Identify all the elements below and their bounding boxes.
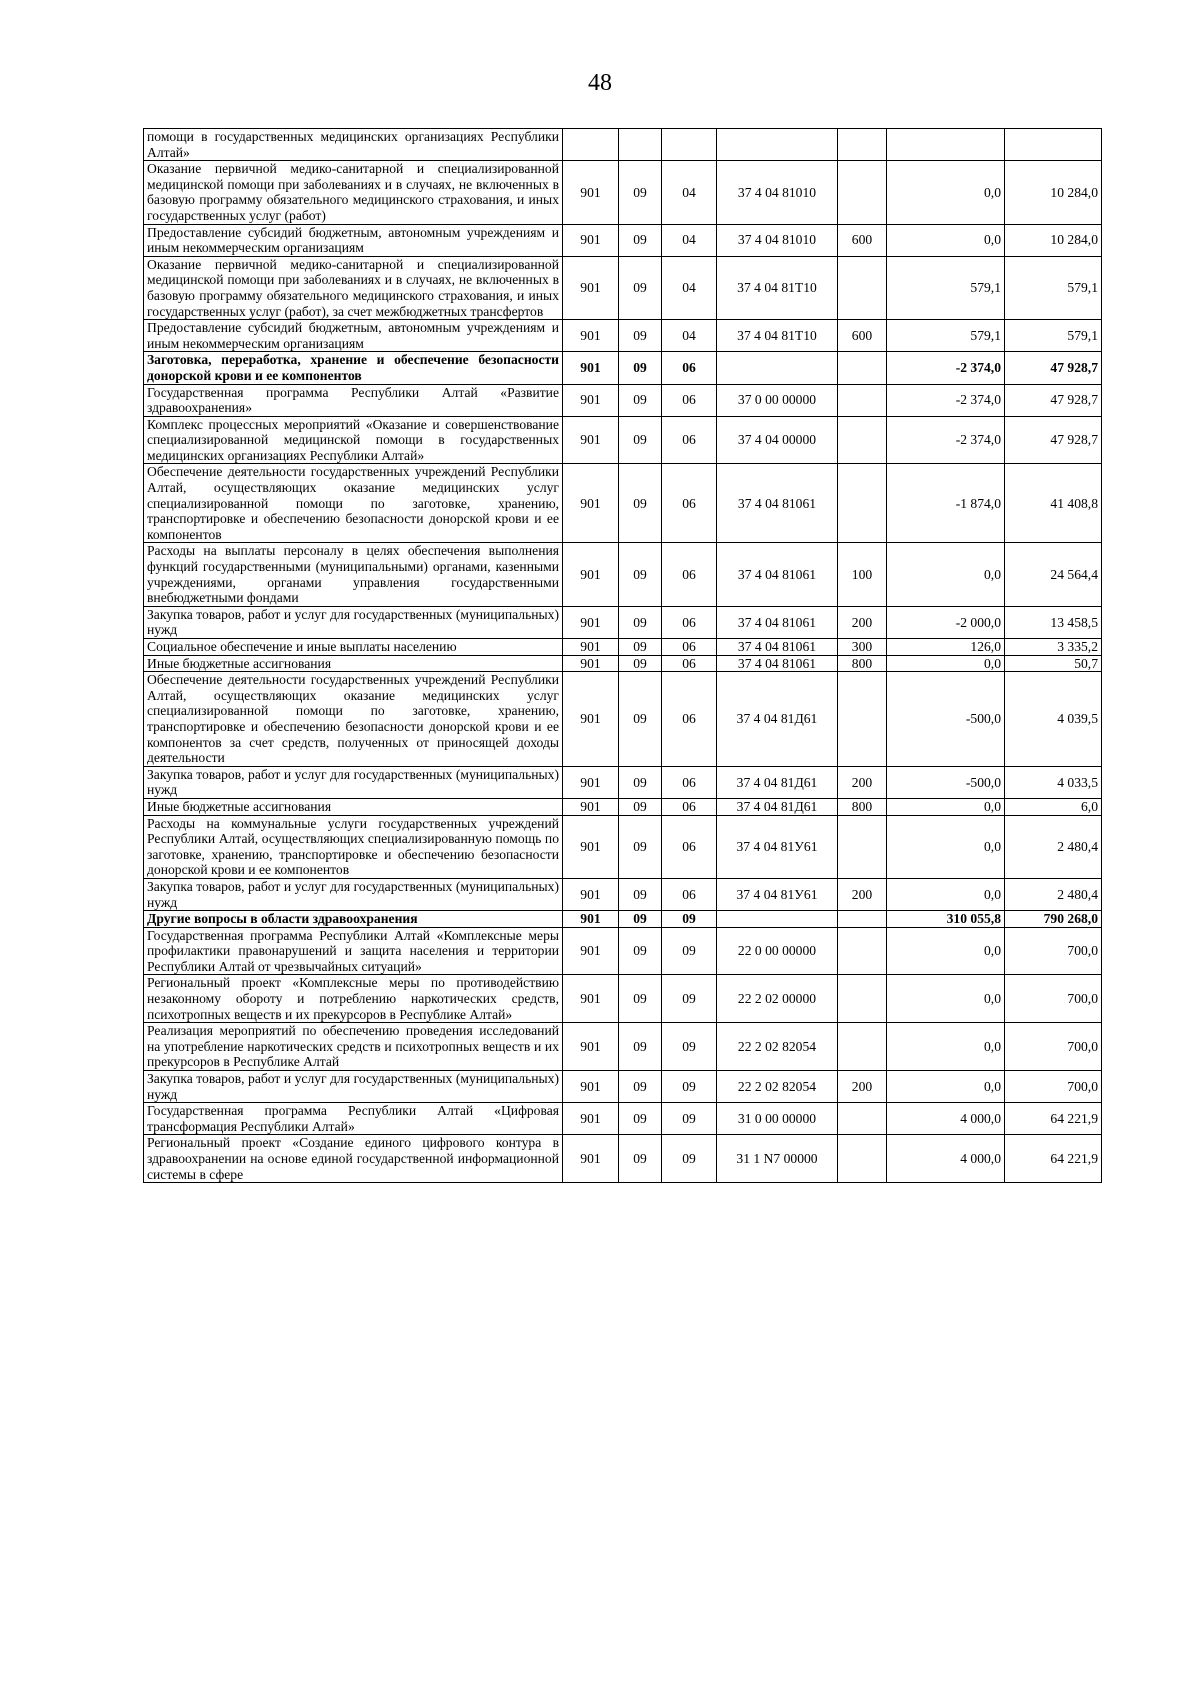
cell-expense-type	[838, 384, 887, 416]
cell-name: Комплекс процессных мероприятий «Оказание и совершенствование специализированной медицинской помощи в государственных медицинских организациях Республики Алтай»	[144, 416, 563, 464]
cell-amount-total: 579,1	[1005, 256, 1102, 319]
cell-subsection: 04	[662, 161, 717, 224]
cell-amount-total: 13 458,5	[1005, 606, 1102, 638]
cell-section: 09	[619, 798, 662, 815]
table-row	[144, 129, 1102, 161]
cell-target-article: 37 4 04 81010	[717, 161, 838, 224]
cell-subsection: 06	[662, 416, 717, 464]
table-row	[144, 1071, 1102, 1103]
cell-grbs: 901	[563, 815, 619, 878]
cell-target-article: 37 4 04 81010	[717, 224, 838, 256]
cell-section: 09	[619, 927, 662, 975]
cell-name: Закупка товаров, работ и услуг для государственных (муниципальных) нужд	[144, 766, 563, 798]
cell-amount-total: 6,0	[1005, 798, 1102, 815]
cell-target-article	[717, 911, 838, 928]
cell-section: 09	[619, 1071, 662, 1103]
cell-grbs: 901	[563, 1135, 619, 1183]
table-row	[144, 320, 1102, 352]
cell-section: 09	[619, 256, 662, 319]
cell-grbs: 901	[563, 320, 619, 352]
cell-expense-type	[838, 416, 887, 464]
cell-target-article: 22 2 02 00000	[717, 975, 838, 1023]
cell-target-article	[717, 129, 838, 161]
cell-name: Социальное обеспечение и иные выплаты населению	[144, 639, 563, 656]
cell-section: 09	[619, 766, 662, 798]
cell-grbs: 901	[563, 927, 619, 975]
cell-name: Региональный проект «Комплексные меры по противодействию незаконному обороту и потреблению наркотических средств, психотропных веществ и их прекурсоров в Республике Алтай»	[144, 975, 563, 1023]
cell-amount-total: 579,1	[1005, 320, 1102, 352]
cell-grbs: 901	[563, 766, 619, 798]
cell-name: Заготовка, переработка, хранение и обеспечение безопасности донорской крови и ее компонентов	[144, 352, 563, 384]
cell-name: Иные бюджетные ассигнования	[144, 655, 563, 672]
cell-expense-type: 800	[838, 655, 887, 672]
cell-expense-type: 600	[838, 224, 887, 256]
cell-amount-change: -500,0	[887, 672, 1005, 767]
cell-amount-total: 700,0	[1005, 1023, 1102, 1071]
cell-grbs: 901	[563, 1103, 619, 1135]
cell-name: Расходы на выплаты персоналу в целях обеспечения выполнения функций государственными (муниципальными) органами, казенными учреждениями, органами управления государственными внебюджетными фондами	[144, 543, 563, 606]
cell-amount-total: 24 564,4	[1005, 543, 1102, 606]
cell-target-article: 37 4 04 81061	[717, 655, 838, 672]
cell-target-article: 22 2 02 82054	[717, 1023, 838, 1071]
cell-expense-type	[838, 352, 887, 384]
cell-section: 09	[619, 672, 662, 767]
cell-target-article: 37 0 00 00000	[717, 384, 838, 416]
cell-amount-change: 0,0	[887, 975, 1005, 1023]
table-row	[144, 606, 1102, 638]
table-row	[144, 672, 1102, 767]
cell-expense-type: 200	[838, 1071, 887, 1103]
cell-grbs: 901	[563, 1023, 619, 1071]
table-row	[144, 798, 1102, 815]
cell-grbs: 901	[563, 256, 619, 319]
cell-section: 09	[619, 352, 662, 384]
cell-amount-total: 2 480,4	[1005, 815, 1102, 878]
cell-expense-type: 200	[838, 878, 887, 910]
cell-grbs: 901	[563, 384, 619, 416]
cell-subsection: 06	[662, 464, 717, 543]
cell-amount-total	[1005, 129, 1102, 161]
cell-amount-total: 47 928,7	[1005, 384, 1102, 416]
cell-subsection: 06	[662, 798, 717, 815]
cell-target-article: 22 2 02 82054	[717, 1071, 838, 1103]
cell-expense-type: 300	[838, 639, 887, 656]
cell-grbs: 901	[563, 606, 619, 638]
cell-section: 09	[619, 1103, 662, 1135]
cell-amount-change: 0,0	[887, 224, 1005, 256]
cell-expense-type	[838, 815, 887, 878]
cell-amount-total: 10 284,0	[1005, 224, 1102, 256]
table-row	[144, 975, 1102, 1023]
cell-section	[619, 129, 662, 161]
cell-name: Закупка товаров, работ и услуг для государственных (муниципальных) нужд	[144, 1071, 563, 1103]
cell-target-article: 37 4 04 81061	[717, 543, 838, 606]
cell-subsection	[662, 129, 717, 161]
cell-amount-change: 126,0	[887, 639, 1005, 656]
cell-grbs: 901	[563, 161, 619, 224]
cell-name: помощи в государственных медицинских организациях Республики Алтай»	[144, 129, 563, 161]
cell-amount-change: 4 000,0	[887, 1103, 1005, 1135]
cell-target-article: 37 4 04 81У61	[717, 878, 838, 910]
cell-amount-change: -500,0	[887, 766, 1005, 798]
cell-section: 09	[619, 543, 662, 606]
cell-grbs: 901	[563, 878, 619, 910]
cell-subsection: 06	[662, 766, 717, 798]
cell-name: Расходы на коммунальные услуги государственных учреждений Республики Алтай, осуществляющих специализированную помощь по заготовке, хранению, транспортировке и обеспечению безопасности донорской крови и ее компонентов	[144, 815, 563, 878]
cell-expense-type	[838, 672, 887, 767]
cell-expense-type	[838, 1023, 887, 1071]
cell-section: 09	[619, 639, 662, 656]
cell-section: 09	[619, 911, 662, 928]
table-row	[144, 1103, 1102, 1135]
cell-expense-type: 200	[838, 606, 887, 638]
cell-amount-total: 41 408,8	[1005, 464, 1102, 543]
table-row	[144, 1135, 1102, 1183]
cell-section: 09	[619, 464, 662, 543]
cell-target-article: 37 4 04 81У61	[717, 815, 838, 878]
cell-amount-change: -2 374,0	[887, 416, 1005, 464]
cell-target-article: 37 4 04 81Д61	[717, 798, 838, 815]
cell-amount-change: 0,0	[887, 161, 1005, 224]
cell-subsection: 09	[662, 1071, 717, 1103]
cell-name: Государственная программа Республики Алтай «Развитие здравоохранения»	[144, 384, 563, 416]
cell-expense-type: 100	[838, 543, 887, 606]
cell-amount-total: 700,0	[1005, 975, 1102, 1023]
cell-amount-total: 790 268,0	[1005, 911, 1102, 928]
table-row	[144, 1023, 1102, 1071]
table-row	[144, 464, 1102, 543]
cell-section: 09	[619, 161, 662, 224]
cell-subsection: 06	[662, 672, 717, 767]
cell-section: 09	[619, 416, 662, 464]
cell-expense-type	[838, 927, 887, 975]
cell-subsection: 06	[662, 655, 717, 672]
cell-expense-type	[838, 464, 887, 543]
cell-name: Реализация мероприятий по обеспечению проведения исследований на употребление наркотических средств и психотропных веществ и их прекурсоров в Республике Алтай	[144, 1023, 563, 1071]
table-row	[144, 352, 1102, 384]
cell-grbs: 901	[563, 655, 619, 672]
cell-subsection: 06	[662, 352, 717, 384]
cell-expense-type	[838, 129, 887, 161]
table-row	[144, 416, 1102, 464]
cell-name: Государственная программа Республики Алтай «Цифровая трансформация Республики Алтай»	[144, 1103, 563, 1135]
cell-target-article: 37 4 04 81Т10	[717, 320, 838, 352]
table-row	[144, 639, 1102, 656]
cell-amount-total: 50,7	[1005, 655, 1102, 672]
cell-amount-total: 4 039,5	[1005, 672, 1102, 767]
cell-amount-change: -2 000,0	[887, 606, 1005, 638]
cell-subsection: 09	[662, 1023, 717, 1071]
table-row	[144, 927, 1102, 975]
cell-section: 09	[619, 878, 662, 910]
table-row	[144, 384, 1102, 416]
cell-expense-type	[838, 911, 887, 928]
cell-grbs: 901	[563, 975, 619, 1023]
cell-subsection: 06	[662, 543, 717, 606]
cell-subsection: 09	[662, 911, 717, 928]
cell-grbs: 901	[563, 798, 619, 815]
cell-amount-change: 0,0	[887, 815, 1005, 878]
cell-name: Региональный проект «Создание единого цифрового контура в здравоохранении на основе единой государственной информационной системы в сфере	[144, 1135, 563, 1183]
cell-target-article: 22 0 00 00000	[717, 927, 838, 975]
cell-amount-total: 4 033,5	[1005, 766, 1102, 798]
cell-amount-total: 10 284,0	[1005, 161, 1102, 224]
budget-table	[143, 128, 1102, 1183]
cell-target-article: 37 4 04 81061	[717, 464, 838, 543]
cell-amount-change: -2 374,0	[887, 352, 1005, 384]
cell-section: 09	[619, 655, 662, 672]
cell-grbs	[563, 129, 619, 161]
cell-name: Закупка товаров, работ и услуг для государственных (муниципальных) нужд	[144, 878, 563, 910]
cell-expense-type	[838, 1103, 887, 1135]
cell-name: Государственная программа Республики Алтай «Комплексные меры профилактики правонарушений и защита населения и территории Республики Алтай от чрезвычайных ситуаций»	[144, 927, 563, 975]
table-row	[144, 655, 1102, 672]
cell-expense-type	[838, 256, 887, 319]
cell-subsection: 04	[662, 320, 717, 352]
cell-expense-type: 800	[838, 798, 887, 815]
cell-amount-change: -2 374,0	[887, 384, 1005, 416]
cell-target-article: 37 4 04 81Д61	[717, 766, 838, 798]
cell-target-article	[717, 352, 838, 384]
cell-amount-total: 3 335,2	[1005, 639, 1102, 656]
cell-section: 09	[619, 224, 662, 256]
table-row	[144, 766, 1102, 798]
cell-section: 09	[619, 320, 662, 352]
cell-amount-change: 0,0	[887, 543, 1005, 606]
table-row	[144, 256, 1102, 319]
cell-expense-type	[838, 161, 887, 224]
table-row	[144, 878, 1102, 910]
cell-subsection: 09	[662, 927, 717, 975]
cell-grbs: 901	[563, 224, 619, 256]
cell-amount-change: -1 874,0	[887, 464, 1005, 543]
cell-name: Обеспечение деятельности государственных учреждений Республики Алтай, осуществляющих оказание медицинских услуг специализированной помощи по заготовке, хранению, транспортировке и обеспечению безопасности донорской крови и ее компонентов за счет средств, полученных от приносящей доходы деятельности	[144, 672, 563, 767]
cell-amount-change: 579,1	[887, 320, 1005, 352]
cell-amount-change: 0,0	[887, 1071, 1005, 1103]
cell-section: 09	[619, 1135, 662, 1183]
cell-subsection: 06	[662, 815, 717, 878]
cell-name: Закупка товаров, работ и услуг для государственных (муниципальных) нужд	[144, 606, 563, 638]
cell-amount-change: 579,1	[887, 256, 1005, 319]
cell-grbs: 901	[563, 464, 619, 543]
cell-section: 09	[619, 975, 662, 1023]
table-row	[144, 815, 1102, 878]
cell-grbs: 901	[563, 911, 619, 928]
cell-amount-change: 0,0	[887, 655, 1005, 672]
cell-target-article: 37 4 04 81Д61	[717, 672, 838, 767]
cell-grbs: 901	[563, 639, 619, 656]
cell-name: Предоставление субсидий бюджетным, автономным учреждениям и иным некоммерческим организациям	[144, 320, 563, 352]
cell-name: Оказание первичной медико-санитарной и специализированной медицинской помощи при заболеваниях и в случаях, не включенных в базовую программу обязательного медицинского страхования, и иных государственных услуг (работ), за счет межбюджетных трансфертов	[144, 256, 563, 319]
cell-subsection: 04	[662, 256, 717, 319]
cell-grbs: 901	[563, 352, 619, 384]
cell-amount-total: 64 221,9	[1005, 1103, 1102, 1135]
cell-grbs: 901	[563, 543, 619, 606]
cell-amount-change: 4 000,0	[887, 1135, 1005, 1183]
cell-subsection: 04	[662, 224, 717, 256]
cell-name: Оказание первичной медико-санитарной и специализированной медицинской помощи при заболеваниях и в случаях, не включенных в базовую программу обязательного медицинского страхования, и иных государственных услуг (работ)	[144, 161, 563, 224]
cell-subsection: 09	[662, 1103, 717, 1135]
cell-expense-type: 600	[838, 320, 887, 352]
cell-section: 09	[619, 606, 662, 638]
cell-subsection: 09	[662, 975, 717, 1023]
cell-target-article: 37 4 04 81061	[717, 639, 838, 656]
cell-target-article: 37 4 04 81Т10	[717, 256, 838, 319]
cell-amount-change	[887, 129, 1005, 161]
cell-subsection: 09	[662, 1135, 717, 1183]
cell-name: Иные бюджетные ассигнования	[144, 798, 563, 815]
table-row	[144, 224, 1102, 256]
cell-grbs: 901	[563, 1071, 619, 1103]
cell-target-article: 37 4 04 81061	[717, 606, 838, 638]
table-row	[144, 911, 1102, 928]
cell-target-article: 31 0 00 00000	[717, 1103, 838, 1135]
cell-amount-total: 64 221,9	[1005, 1135, 1102, 1183]
cell-amount-change: 0,0	[887, 927, 1005, 975]
cell-amount-total: 700,0	[1005, 1071, 1102, 1103]
page-number: 48	[588, 70, 612, 96]
cell-amount-change: 0,0	[887, 878, 1005, 910]
cell-section: 09	[619, 1023, 662, 1071]
cell-subsection: 06	[662, 639, 717, 656]
cell-amount-change: 0,0	[887, 798, 1005, 815]
cell-grbs: 901	[563, 672, 619, 767]
cell-target-article: 31 1 N7 00000	[717, 1135, 838, 1183]
cell-name: Обеспечение деятельности государственных учреждений Республики Алтай, осуществляющих оказание медицинских услуг специализированной помощи по заготовке, хранению, транспортировке и обеспечению безопасности донорской крови и ее компонентов	[144, 464, 563, 543]
cell-amount-total: 2 480,4	[1005, 878, 1102, 910]
cell-amount-total: 47 928,7	[1005, 416, 1102, 464]
cell-subsection: 06	[662, 606, 717, 638]
cell-amount-total: 700,0	[1005, 927, 1102, 975]
cell-section: 09	[619, 384, 662, 416]
table-row	[144, 543, 1102, 606]
cell-subsection: 06	[662, 384, 717, 416]
cell-expense-type	[838, 975, 887, 1023]
cell-name: Предоставление субсидий бюджетным, автономным учреждениям и иным некоммерческим организациям	[144, 224, 563, 256]
cell-section: 09	[619, 815, 662, 878]
cell-subsection: 06	[662, 878, 717, 910]
cell-amount-change: 310 055,8	[887, 911, 1005, 928]
cell-expense-type	[838, 1135, 887, 1183]
cell-target-article: 37 4 04 00000	[717, 416, 838, 464]
cell-amount-change: 0,0	[887, 1023, 1005, 1071]
cell-grbs: 901	[563, 416, 619, 464]
cell-name: Другие вопросы в области здравоохранения	[144, 911, 563, 928]
cell-amount-total: 47 928,7	[1005, 352, 1102, 384]
cell-expense-type: 200	[838, 766, 887, 798]
table-row	[144, 161, 1102, 224]
